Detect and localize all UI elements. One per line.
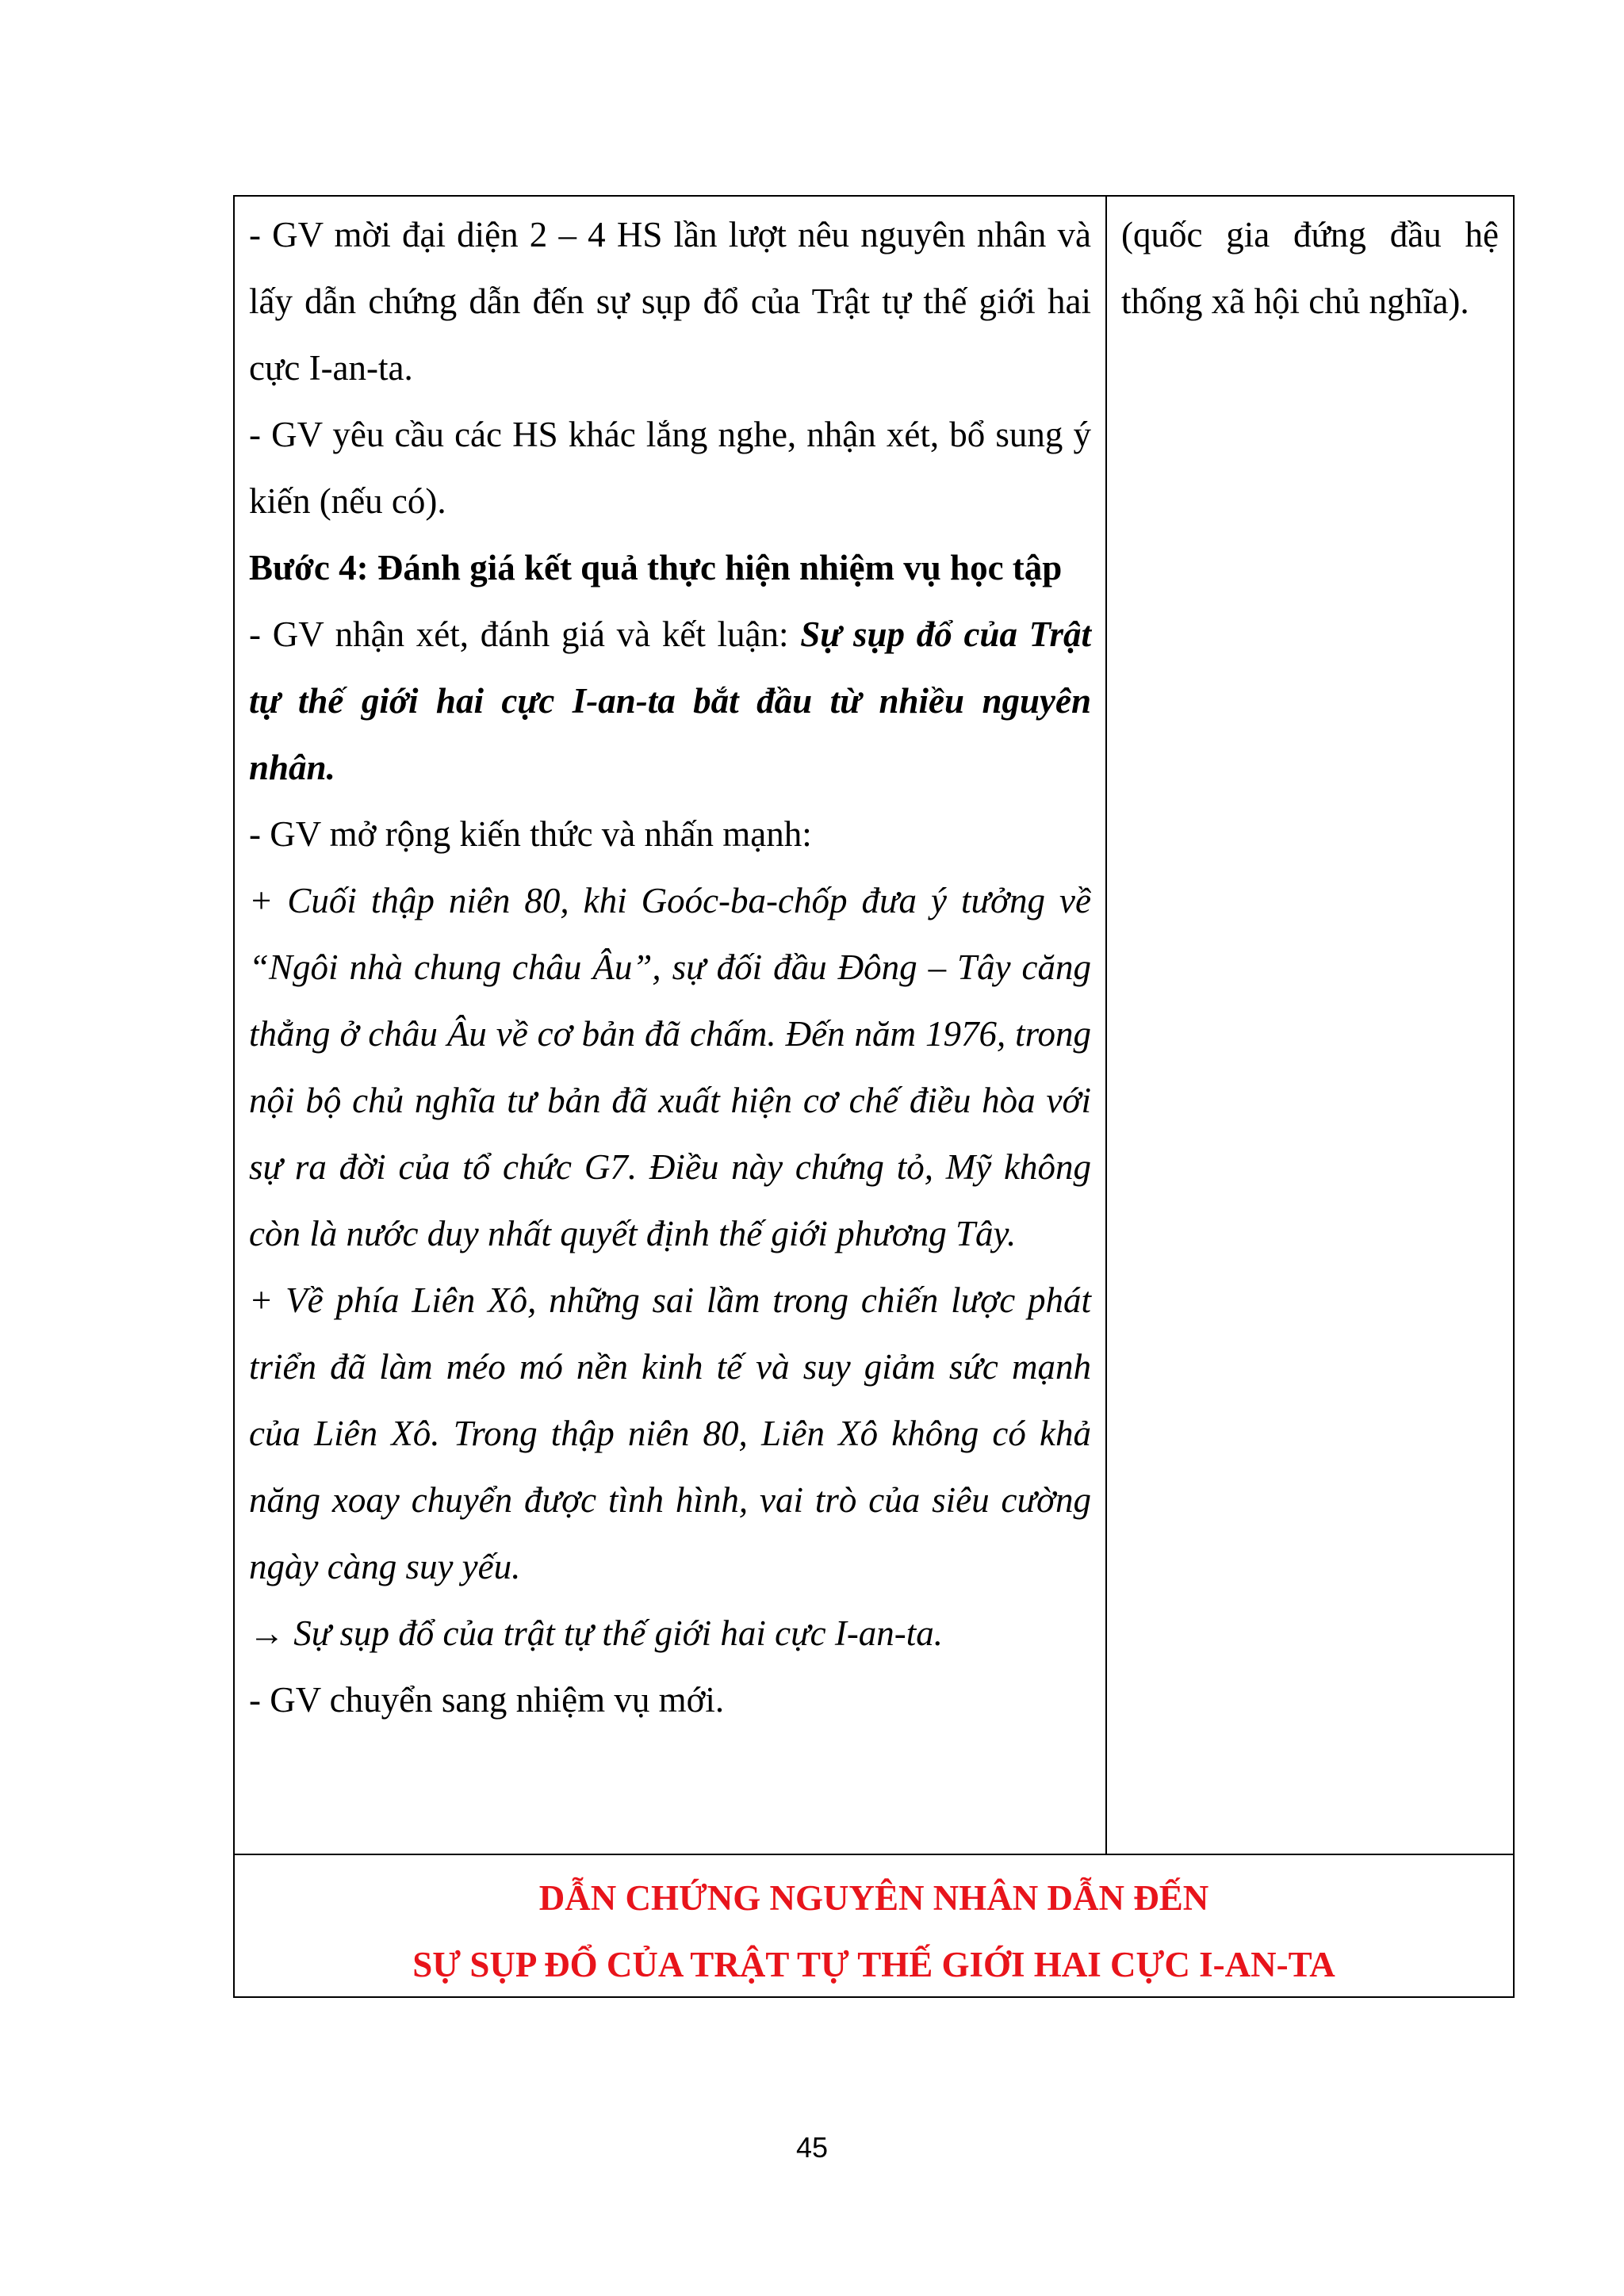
expected-outcome-text: (quốc gia đứng đầu hệ thống xã hội chủ nghĩa). [1121, 215, 1499, 321]
lesson-row [235, 197, 1513, 1855]
banner-title-line-1: DẪN CHỨNG NGUYÊN NHÂN DẪN ĐẾN [538, 1878, 1209, 1918]
result-arrow-paragraph: → Sự sụp đổ của trật tự thế giới hai cực I-an-ta. [249, 1613, 944, 1653]
banner-title-line-2: SỰ SỤP ĐỔ CỦA TRẬT TỰ THẾ GIỚI HAI CỰC I-AN-TA [412, 1945, 1335, 1984]
step-4-heading: Bước 4: Đánh giá kết quả thực hiện nhiệm vụ học tập [249, 548, 1063, 587]
lesson-table [233, 195, 1515, 1998]
teacher-activity-column [235, 197, 1107, 1854]
expected-outcome-column [1107, 197, 1513, 1854]
conclusion-statement: Sự sụp đổ của Trật tự thế giới hai cực I-an-ta bắt đầu từ nhiều nguyên nhân. [249, 614, 1091, 787]
next-task-paragraph: - GV chuyển sang nhiệm vụ mới. [249, 1680, 725, 1720]
conclusion-paragraph [249, 601, 1091, 801]
soviet-union-paragraph: + Về phía Liên Xô, những sai lầm trong chiến lược phát triển đã làm méo mó nền kinh tế và suy giảm sức mạnh của Liên Xô. Trong thập niên 80, Liên Xô không có khả năng xoay chuyển được tình hình, vai trò của siêu cường ngày càng suy yếu. [249, 1280, 1091, 1586]
listen-comment-paragraph: - GV yêu cầu các HS khác lắng nghe, nhận xét, bổ sung ý kiến (nếu có). [249, 415, 1091, 521]
conclusion-prefix: - GV nhận xét, đánh giá và kết luận: [249, 614, 801, 654]
section-banner [235, 1855, 1513, 1996]
page-number: 45 [795, 2131, 829, 2164]
expand-knowledge-paragraph: - GV mở rộng kiến thức và nhấn mạnh: [249, 814, 812, 854]
western-bloc-paragraph: + Cuối thập niên 80, khi Goóc-ba-chốp đưa ý tưởng về “Ngôi nhà chung châu Âu”, sự đối đầu Đông – Tây căng thẳng ở châu Âu về cơ bản đã chấm. Đến năm 1976, trong nội bộ chủ nghĩa tư bản đã xuất hiện cơ chế điều hòa với sự ra đời của tổ chức G7. Điều này chứng tỏ, Mỹ không còn là nước duy nhất quyết định thế giới phương Tây. [249, 881, 1091, 1253]
invite-students-paragraph: - GV mời đại diện 2 – 4 HS lần lượt nêu nguyên nhân và lấy dẫn chứng dẫn đến sự sụp đổ của Trật tự thế giới hai cực I-an-ta. [249, 215, 1091, 388]
